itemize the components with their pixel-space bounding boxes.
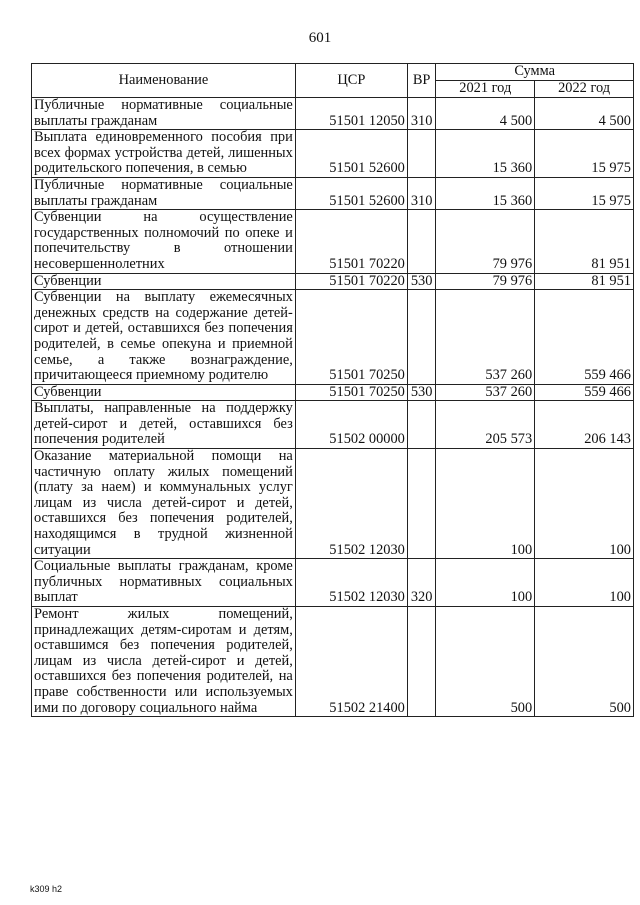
header-name: Наименование [32, 64, 296, 98]
header-year-2021: 2021 год [436, 81, 535, 98]
table-row [32, 559, 634, 607]
row-name: Выплата единовременного пособия при всех формах устройства детей, лишенных родительского попечения, в семью [32, 130, 296, 178]
row-csr: 51501 70220 [295, 273, 407, 290]
table-row [32, 130, 634, 178]
budget-table [31, 63, 634, 717]
row-vr: 530 [407, 273, 436, 290]
row-sum-2022: 559 466 [535, 290, 634, 385]
row-name: Ремонт жилых помещений, принадлежащих детям-сиротам и детям, оставшимся без попечения родителей, лицам из числа детей-сирот и детей, оставшихся без попечения родителей, на праве собственности или используемых ими по договору социального найма [32, 607, 296, 717]
row-sum-2022: 100 [535, 559, 634, 607]
table-row [32, 607, 634, 717]
row-name: Социальные выплаты гражданам, кроме публичных нормативных социальных выплат [32, 559, 296, 607]
row-sum-2021: 537 260 [436, 290, 535, 385]
table-row [32, 384, 634, 401]
row-sum-2022: 81 951 [535, 210, 634, 273]
row-name: Выплаты, направленные на поддержку детей-сирот и детей, оставшихся без попечения родителей [32, 401, 296, 449]
row-csr: 51502 12030 [295, 559, 407, 607]
table-row [32, 273, 634, 290]
row-sum-2021: 100 [436, 559, 535, 607]
page-number: 601 [308, 30, 332, 46]
row-sum-2022: 100 [535, 449, 634, 559]
row-sum-2021: 205 573 [436, 401, 535, 449]
row-csr: 51502 00000 [295, 401, 407, 449]
header-csr: ЦСР [295, 64, 407, 98]
row-sum-2021: 79 976 [436, 273, 535, 290]
table-row [32, 210, 634, 273]
header-year-2022: 2022 год [535, 81, 634, 98]
row-name: Публичные нормативные социальные выплаты гражданам [32, 98, 296, 130]
row-vr [407, 130, 436, 178]
table-row [32, 177, 634, 209]
row-sum-2021: 15 360 [436, 130, 535, 178]
row-name: Субвенции [32, 273, 296, 290]
header-sum: Сумма [436, 64, 634, 81]
row-csr: 51501 70220 [295, 210, 407, 273]
table-row [32, 290, 634, 385]
row-sum-2021: 15 360 [436, 177, 535, 209]
row-vr [407, 401, 436, 449]
row-sum-2022: 15 975 [535, 130, 634, 178]
row-sum-2021: 537 260 [436, 384, 535, 401]
footer-code: k309 h2 [30, 884, 63, 894]
table-row [32, 401, 634, 449]
row-sum-2022: 500 [535, 607, 634, 717]
row-vr [407, 290, 436, 385]
row-name: Публичные нормативные социальные выплаты гражданам [32, 177, 296, 209]
row-name: Субвенции на выплату ежемесячных денежных средств на содержание детей-сирот и детей, оставшихся без попечения родителей, в семье опекуна и приемной семье, а также вознаграждение, причитающееся приемному родителю [32, 290, 296, 385]
row-csr: 51501 70250 [295, 290, 407, 385]
row-name: Субвенции на осуществление государственных полномочий по опеке и попечительству в отношении несовершеннолетних [32, 210, 296, 273]
row-vr: 310 [407, 98, 436, 130]
row-sum-2021: 500 [436, 607, 535, 717]
row-sum-2021: 79 976 [436, 210, 535, 273]
row-vr: 310 [407, 177, 436, 209]
row-vr: 320 [407, 559, 436, 607]
row-csr: 51501 52600 [295, 177, 407, 209]
row-sum-2021: 4 500 [436, 98, 535, 130]
row-name: Оказание материальной помощи на частичную оплату жилых помещений (плату за наем) и коммунальных услуг лицам из числа детей-сирот и детей, оставшихся без попечения родителей, находящимся в трудной жизненной ситуации [32, 449, 296, 559]
row-csr: 51502 21400 [295, 607, 407, 717]
table-row [32, 449, 634, 559]
row-sum-2022: 4 500 [535, 98, 634, 130]
row-csr: 51501 52600 [295, 130, 407, 178]
row-name: Субвенции [32, 384, 296, 401]
row-csr: 51501 12050 [295, 98, 407, 130]
table-body [32, 98, 634, 717]
row-sum-2021: 100 [436, 449, 535, 559]
row-vr [407, 449, 436, 559]
row-sum-2022: 559 466 [535, 384, 634, 401]
header-vr: ВР [407, 64, 436, 98]
row-sum-2022: 206 143 [535, 401, 634, 449]
row-vr: 530 [407, 384, 436, 401]
table-row [32, 98, 634, 130]
row-csr: 51501 70250 [295, 384, 407, 401]
row-csr: 51502 12030 [295, 449, 407, 559]
row-vr [407, 607, 436, 717]
row-vr [407, 210, 436, 273]
row-sum-2022: 81 951 [535, 273, 634, 290]
row-sum-2022: 15 975 [535, 177, 634, 209]
